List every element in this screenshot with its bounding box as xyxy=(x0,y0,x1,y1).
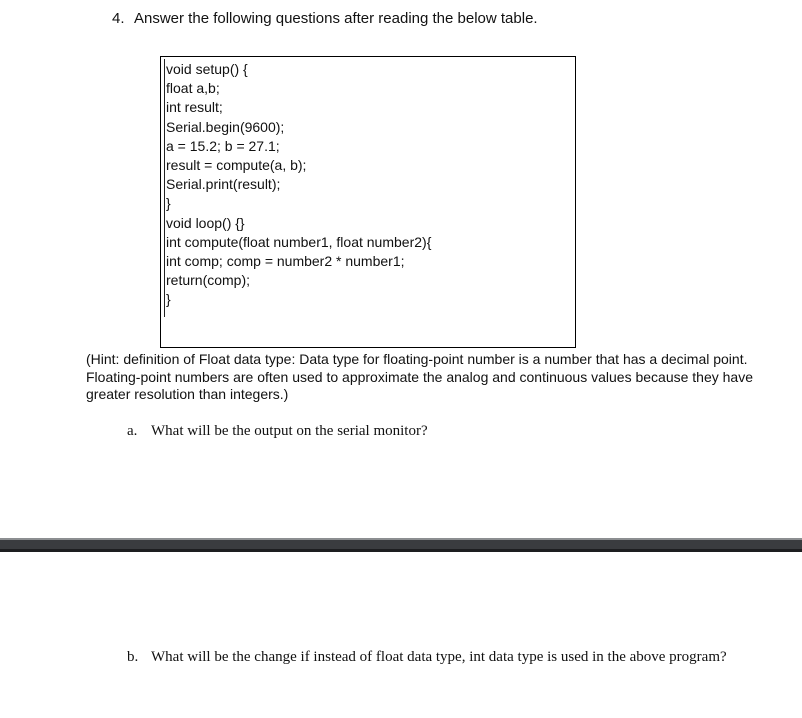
divider-highlight xyxy=(0,538,802,540)
code-line: result = compute(a, b); xyxy=(166,156,307,173)
sub-question-letter: b. xyxy=(127,649,139,665)
code-line: Serial.begin(9600); xyxy=(166,118,285,135)
code-line: int compute(float number1, float number2){ xyxy=(166,233,432,250)
question-text: Answer the following questions after reading the below table. xyxy=(134,10,538,27)
code-table xyxy=(160,56,576,348)
code-line: } xyxy=(166,291,171,308)
divider-shadow xyxy=(0,549,802,552)
code-line: void setup() { xyxy=(166,61,248,77)
code-line: Serial.print(result); xyxy=(166,176,281,193)
code-line: int result; xyxy=(166,99,223,116)
sub-question-text: What will be the output on the serial monitor? xyxy=(151,423,428,439)
sub-question-letter: a. xyxy=(127,423,138,439)
code-line: int comp; comp = number2 * number1; xyxy=(166,252,405,269)
code-line: return(comp); xyxy=(166,272,251,289)
hint-paragraph: (Hint: definition of Float data type: Data type for floating-point number is a number that has a decimal point. Floating-point numbers are often used to approximate the analog and continuous values because they have greater resolution than integers.) xyxy=(86,351,753,402)
page-divider xyxy=(0,538,802,552)
sub-question-b xyxy=(127,647,727,668)
code-line: float a,b; xyxy=(166,80,220,97)
question-number: 4. xyxy=(112,10,125,27)
code-left-rule xyxy=(164,59,165,317)
question-heading xyxy=(112,10,538,28)
code-line: } xyxy=(166,195,171,212)
sub-question-text: What will be the change if instead of float data type, int data type is used in the above program? xyxy=(151,649,727,665)
code-line: void loop() {} xyxy=(166,214,245,231)
sub-question-a xyxy=(127,421,727,442)
code-line: a = 15.2; b = 27.1; xyxy=(166,137,280,154)
